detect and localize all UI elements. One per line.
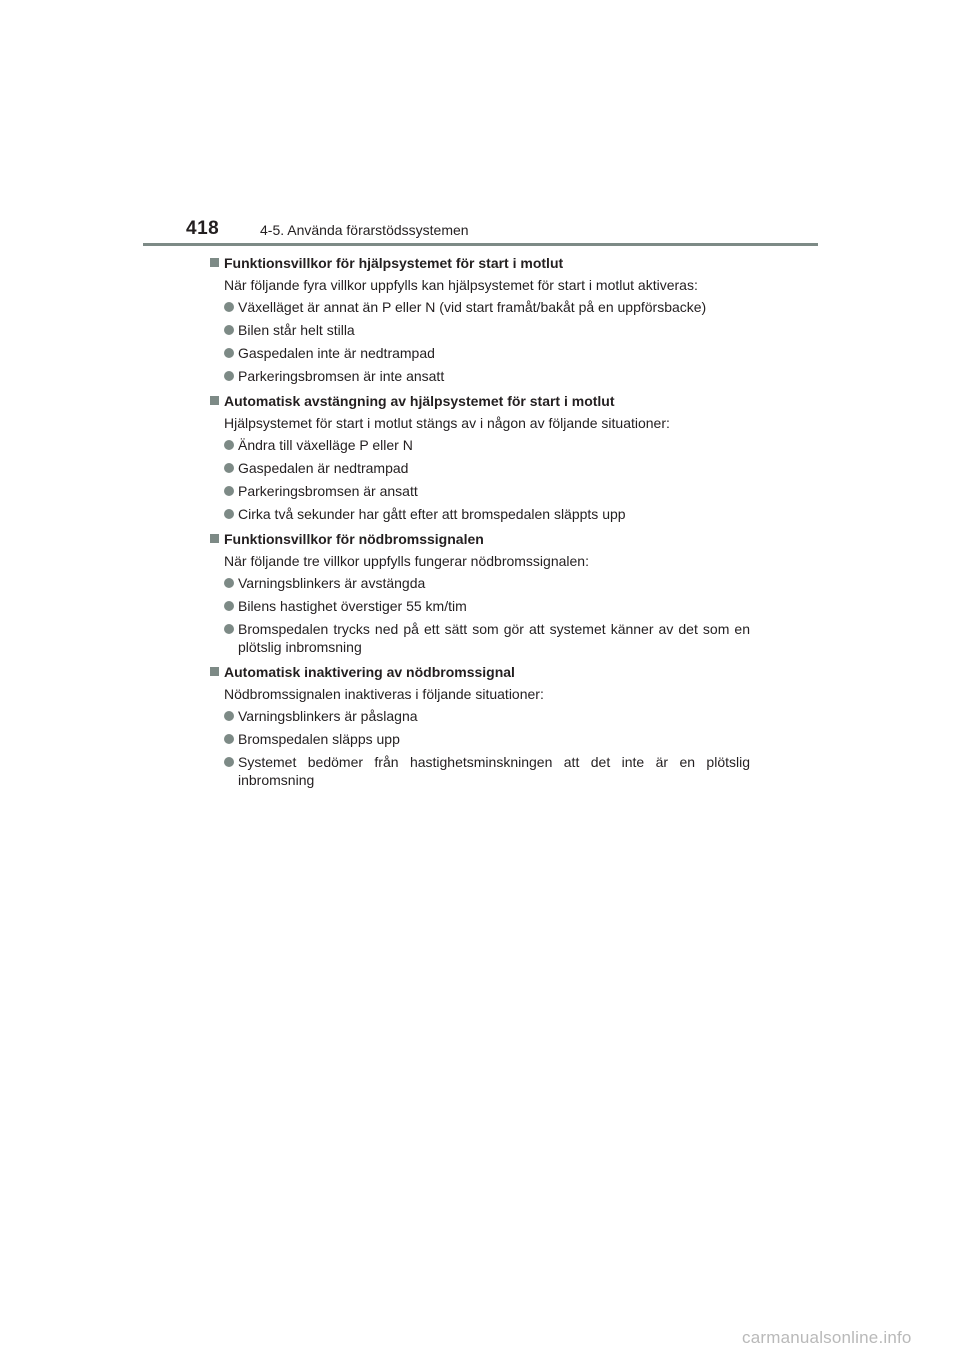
- list-item: [210, 730, 750, 748]
- page-header: [143, 212, 818, 248]
- circle-bullet-icon: [224, 509, 234, 519]
- list-item: [210, 753, 750, 789]
- list-item: [210, 436, 750, 454]
- list-item-text: Systemet bedömer från hastighetsminskningen att det inte är en plötslig inbromsning: [238, 754, 750, 788]
- main-content: [210, 252, 750, 794]
- section-intro: När följande tre villkor uppfylls fungerar nödbromssignalen:: [224, 553, 589, 569]
- list-item-text: Bromspedalen släpps upp: [238, 731, 400, 747]
- circle-bullet-icon: [224, 371, 234, 381]
- section-heading-text: Automatisk inaktivering av nödbromssignal: [224, 664, 515, 680]
- circle-bullet-icon: [224, 325, 234, 335]
- list-item: [210, 707, 750, 725]
- list-item: [210, 298, 750, 316]
- circle-bullet-icon: [224, 463, 234, 473]
- section-intro: Nödbromssignalen inaktiveras i följande situationer:: [224, 686, 544, 702]
- list-item-text: Parkeringsbromsen är ansatt: [238, 483, 418, 499]
- circle-bullet-icon: [224, 601, 234, 611]
- section-heading: [210, 528, 750, 550]
- circle-bullet-icon: [224, 624, 234, 634]
- list-item-text: Gaspedalen är nedtrampad: [238, 460, 409, 476]
- list-item-text: Bilen står helt stilla: [238, 322, 355, 338]
- section-heading-text: Funktionsvillkor för hjälpsystemet för start i motlut: [224, 255, 564, 271]
- page-number: 418: [186, 218, 220, 239]
- section-heading-text: Funktionsvillkor för nödbromssignalen: [224, 531, 484, 547]
- list-item: [210, 620, 750, 656]
- circle-bullet-icon: [224, 486, 234, 496]
- list-item: [210, 574, 750, 592]
- list-item-text: Ändra till växelläge P eller N: [238, 437, 413, 453]
- list-item-text: Varningsblinkers är avstängda: [238, 575, 426, 591]
- list-item: [210, 321, 750, 339]
- circle-bullet-icon: [224, 578, 234, 588]
- section-heading-text: Automatisk avstängning av hjälpsystemet för start i motlut: [224, 393, 615, 409]
- square-bullet-icon: [210, 396, 219, 405]
- list-item: [210, 597, 750, 615]
- list-item: [210, 344, 750, 362]
- chapter-title: 4-5. Använda förarstödssystemen: [260, 222, 469, 238]
- section-intro: Hjälpsystemet för start i motlut stängs av i någon av följande situationer:: [224, 415, 670, 431]
- section-heading: [210, 252, 750, 274]
- list-item-text: Varningsblinkers är påslagna: [238, 708, 418, 724]
- square-bullet-icon: [210, 534, 219, 543]
- list-item-text: Växelläget är annat än P eller N (vid start framåt/bakåt på en uppförsbacke): [238, 299, 707, 315]
- section-heading: [210, 661, 750, 683]
- header-divider: [143, 243, 818, 246]
- list-item-text: Cirka två sekunder har gått efter att bromspedalen släppts upp: [238, 506, 626, 522]
- square-bullet-icon: [210, 667, 219, 676]
- circle-bullet-icon: [224, 711, 234, 721]
- circle-bullet-icon: [224, 734, 234, 744]
- list-item: [210, 505, 750, 523]
- section-heading: [210, 390, 750, 412]
- circle-bullet-icon: [224, 757, 234, 767]
- list-item: [210, 482, 750, 500]
- list-item-text: Bilens hastighet överstiger 55 km/tim: [238, 598, 467, 614]
- circle-bullet-icon: [224, 440, 234, 450]
- circle-bullet-icon: [224, 348, 234, 358]
- section-intro: När följande fyra villkor uppfylls kan hjälpsystemet för start i motlut aktiveras:: [224, 277, 698, 293]
- list-item-text: Gaspedalen inte är nedtrampad: [238, 345, 435, 361]
- list-item: [210, 367, 750, 385]
- list-item-text: Parkeringsbromsen är inte ansatt: [238, 368, 445, 384]
- list-item: [210, 459, 750, 477]
- watermark-text: carmanualsonline.info: [742, 1328, 912, 1347]
- square-bullet-icon: [210, 258, 219, 267]
- circle-bullet-icon: [224, 302, 234, 312]
- list-item-text: Bromspedalen trycks ned på ett sätt som gör att systemet känner av det som en plötslig inbromsning: [238, 621, 750, 655]
